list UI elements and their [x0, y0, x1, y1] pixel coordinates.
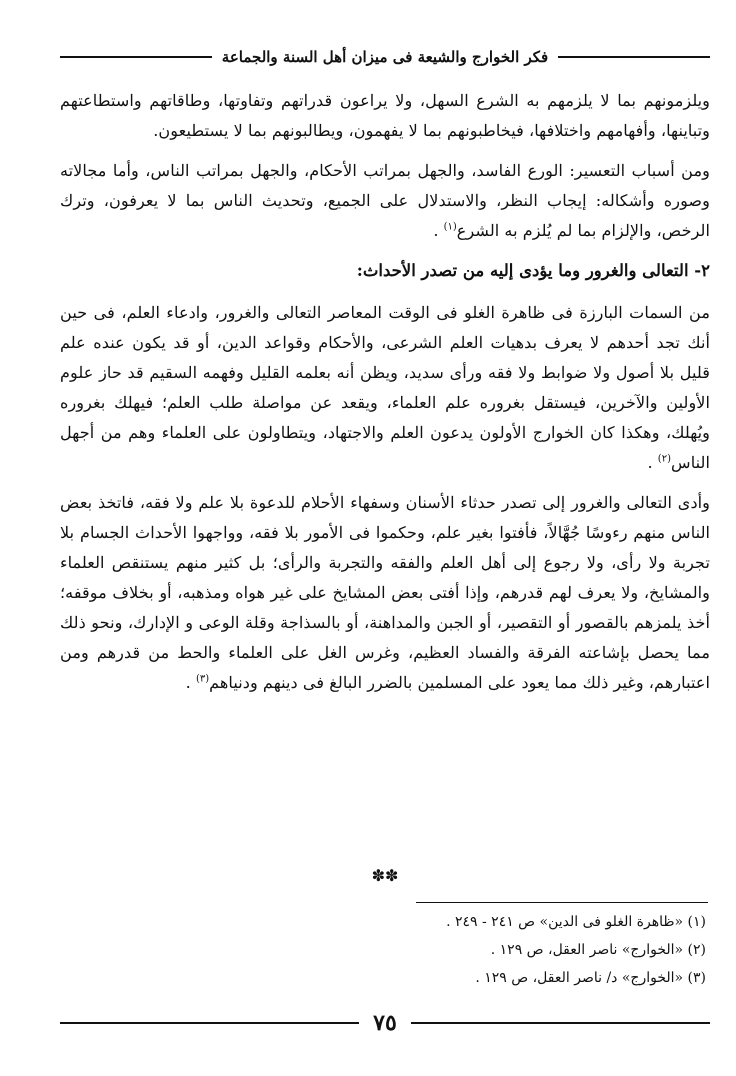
paragraph-2-end: . — [433, 221, 444, 240]
section-divider-asterisks: ✽✽ — [371, 866, 399, 885]
footer-rule-right — [411, 1022, 710, 1024]
paragraph-3-end: . — [647, 453, 658, 472]
footnote-ref-1: (١) — [443, 221, 457, 233]
paragraph-4-text: وأدى التعالى والغرور إلى تصدر حدثاء الأسنان وسفهاء الأحلام للدعوة بلا علم ولا فقه، فاتخذ بعض الناس منهم رءوسًا جُهَّالاً، فأفتوا بغير علم، وحكموا فى الأمور بلا فقه، وواجهوا الأحداث الجسام بلا تجربة ولا رأى، ولا رجوع إلى أهل العلم والفقه والتجربة والرأى؛ بل كثير منهم يستنقص العلماء والمشايخ، ولا يعرف لهم قدرهم، وإذا أفتى بعض المشايخ على غير هواه ومذهبه، أو بخلاف موقفه؛ أخذ يلمزهم بالقصور أو التقصير، أو الجبن والمداهنة، أو بالسذاجة وقلة الوعى و الإدارك، ونحو ذلك مما يحصل بإشاعته الفرقة والفساد العظيم، وغرس الغل على العلماء والحط من قدرهم ومن اعتبارهم، وغير ذلك مما يعود على المسلمين بالضرر البالغ فى دينهم ودنياهم — [60, 493, 710, 692]
paragraph-3-text: من السمات البارزة فى ظاهرة الغلو فى الوقت المعاصر التعالى والغرور، وادعاء العلم، فى حين أنك تجد أحدهم لا يعرف بدهيات العلم الشرعى، والأحكام وقواعد الدين، أو قد يكون عنده علم قليل بلا أصول ولا ضوابط ولا فقه ورأى سديد، ويظن أنه بعلمه القليل وفهمه السقيم قد حاز علوم الأولين والآخرين، فيستقل بغروره علم العلماء، ويقعد عن مواصلة طلب العلم؛ فيهلك بغروره ويُهلك، وهكذا كان الخوارج الأولون يدعون العلم والاجتهاد، ويتطاولون على العلماء وهم من أجهل الناس — [60, 303, 710, 472]
footnote-ref-2: (٢) — [657, 453, 671, 465]
footnotes — [66, 908, 706, 992]
running-header — [60, 42, 710, 72]
footnote-2: (٢) «الخوارج» ناصر العقل، ص ١٢٩ . — [490, 942, 706, 958]
paragraph-2 — [60, 156, 710, 246]
header-rule-right — [558, 56, 710, 58]
paragraph-3 — [60, 298, 710, 478]
footer-rule-left — [60, 1022, 359, 1024]
footnote-rule — [416, 902, 708, 903]
page-number: ٧٥ — [373, 1010, 397, 1036]
header-title: فكر الخوارج والشيعة فى ميزان أهل السنة والجماعة — [221, 48, 549, 66]
paragraph-1: ويلزمونهم بما لا يلزمهم به الشرع السهل، ولا يراعون قدراتهم وتفاوتها، وطاقاتهم واستطاعتهم وتباينها، وأفهامهم واختلافها، فيخاطبونهم بما لا يفهمون، ويطالبونهم بما لا يستطيعون. — [60, 91, 710, 140]
page-footer — [60, 1008, 710, 1038]
paragraph-4 — [60, 488, 710, 698]
footnote-3: (٣) «الخوارج» د/ ناصر العقل، ص ١٢٩ . — [475, 970, 706, 986]
paragraph-2-text: ومن أسباب التعسير: الورع الفاسد، والجهل بمراتب الأحكام، والجهل بمراتب الناس، وأما مجالاته وصوره وأشكاله: إيجاب النظر، والاستدلال على الجميع، وتحديث الناس بما لا يعرفون، وترك الرخص، والإلزام بما لم يُلزم به الشرع — [60, 161, 710, 240]
header-rule-left — [60, 56, 212, 58]
page-body — [60, 86, 710, 708]
paragraph-4-end: . — [185, 673, 196, 692]
footnote-ref-3: (٣) — [195, 673, 210, 685]
footnote-1: (١) «ظاهرة الغلو فى الدين» ص ٢٤١ - ٢٤٩ . — [446, 914, 706, 930]
section-heading: ٢- التعالى والغرور وما يؤدى إليه من تصدر الأحداث: — [356, 261, 710, 280]
